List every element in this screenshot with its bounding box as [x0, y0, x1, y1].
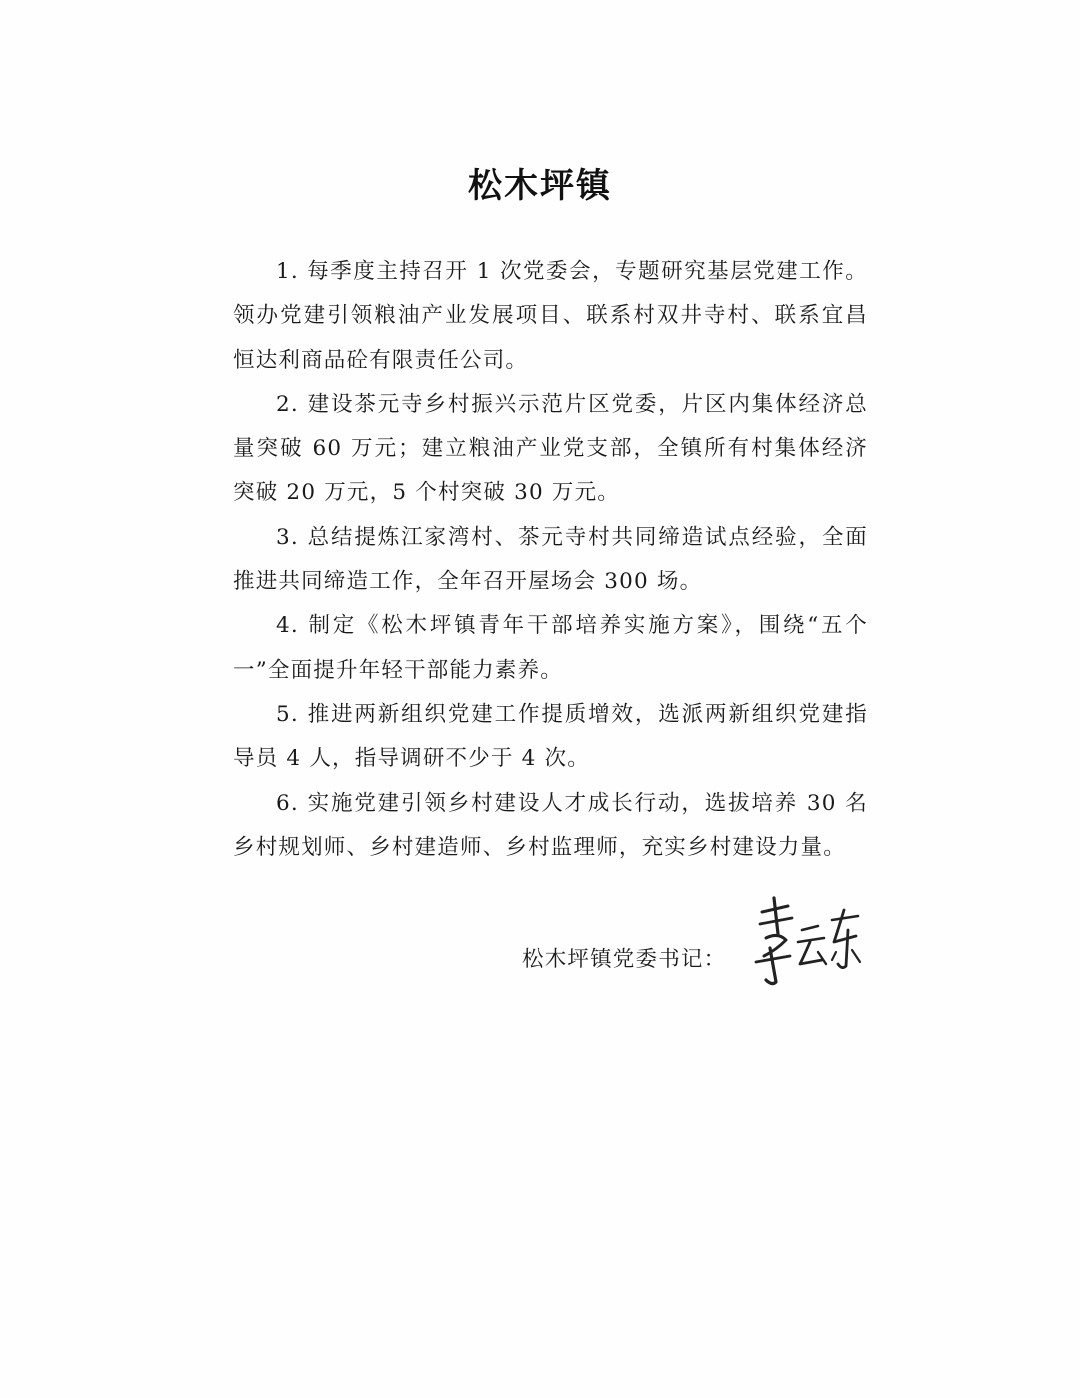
document-title: 松木坪镇 [468, 166, 612, 206]
item-5-paragraph: 5. 推进两新组织党建工作提质增效，选派两新组织党建指导员 4 人，指导调研不少于 4 次。 [233, 701, 868, 772]
item-6-paragraph: 6. 实施党建引领乡村建设人才成长行动，选拔培养 30 名乡村规划师、乡村建造师、乡村监理师，充实乡村建设力量。 [233, 790, 868, 860]
item-3-paragraph: 3. 总结提炼江家湾村、茶元寺村共同缔造试点经验，全面推进共同缔造工作，全年召开屋场会 300 场。 [233, 524, 868, 595]
handwritten-signature [748, 890, 868, 1000]
item-1-paragraph: 1. 每季度主持召开 1 次党委会，专题研究基层党建工作。领办党建引领粮油产业发展项目、联系村双井寺村、联系宜昌恒达利商品砼有限责任公司。 [233, 259, 868, 373]
item-4-paragraph: 4. 制定《松木坪镇青年干部培养实施方案》，围绕“五个一”全面提升年轻干部能力素养。 [233, 613, 868, 683]
item-2-paragraph: 2. 建设茶元寺乡村振兴示范片区党委，片区内集体经济总量突破 60 万元；建立粮油产业党支部，全镇所有村集体经济突破 20 万元，5 个村突破 30 万元。 [233, 391, 868, 506]
signature-drawing [748, 890, 868, 1000]
document-body [233, 250, 868, 870]
signature-label: 松木坪镇党委书记： [522, 947, 727, 972]
